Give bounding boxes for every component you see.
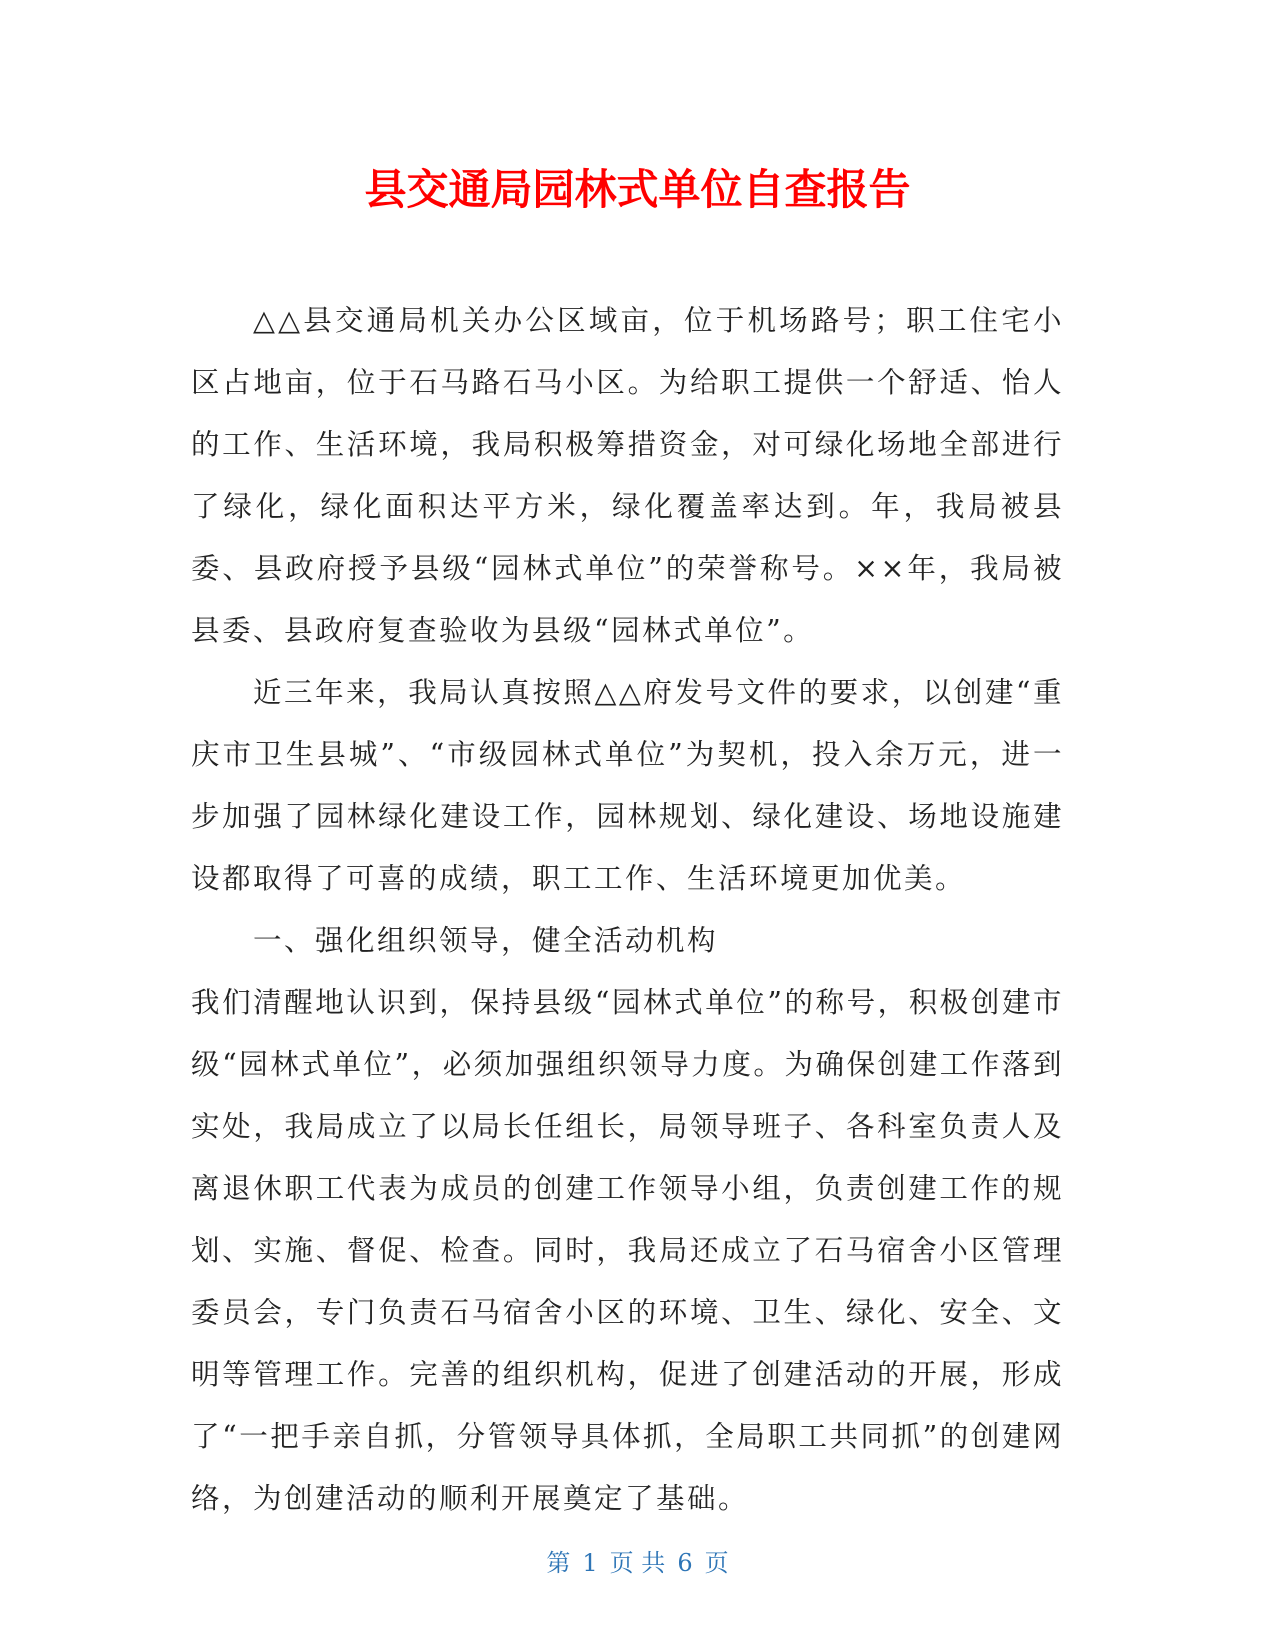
footer-middle: 页 共 [609, 1549, 666, 1577]
page-number-footer [0, 1548, 1275, 1578]
paragraph-progress: 近三年来，我局认真按照△△府发号文件的要求，以创建“重庆市卫生县城”、“市级园林式单位”为契机，投入余万元，进一步加强了园林绿化建设工作，园林规划、绿化建设、场地设施建设都取得了可喜的成绩，职工工作、生活环境更加优美。 [191, 676, 1064, 895]
document-body [191, 290, 1064, 1530]
footer-page-current: 1 [582, 1549, 598, 1577]
paragraph-intro: △△县交通局机关办公区域亩，位于机场路号；职工住宅小区占地亩，位于石马路石马小区。为给职工提供一个舒适、怡人的工作、生活环境，我局积极筹措资金，对可绿化场地全部进行了绿化，绿化面积达平方米，绿化覆盖率达到。年，我局被县委、县政府授予县级“园林式单位”的荣誉称号。××年，我局被县委、县政府复查验收为县级“园林式单位”。 [191, 304, 1064, 647]
section-heading: 一、强化组织领导，健全活动机构 [253, 924, 719, 957]
footer-suffix: 页 [704, 1549, 729, 1577]
footer-prefix: 第 [546, 1549, 571, 1577]
document-title: 县交通局园林式单位自查报告 [364, 165, 911, 214]
paragraph-section-one: 我们清醒地认识到，保持县级“园林式单位”的称号，积极创建市级“园林式单位”，必须加强组织领导力度。为确保创建工作落到实处，我局成立了以局长任组长，局领导班子、各科室负责人及离退休职工代表为成员的创建工作领导小组，负责创建工作的规划、实施、督促、检查。同时，我局还成立了石马宿舍小区管理委员会，专门负责石马宿舍小区的环境、卫生、绿化、安全、文明等管理工作。完善的组织机构，促进了创建活动的开展，形成了“一把手亲自抓，分管领导具体抓，全局职工共同抓”的创建网络，为创建活动的顺利开展奠定了基础。 [191, 986, 1064, 1515]
footer-page-total: 6 [677, 1549, 693, 1577]
